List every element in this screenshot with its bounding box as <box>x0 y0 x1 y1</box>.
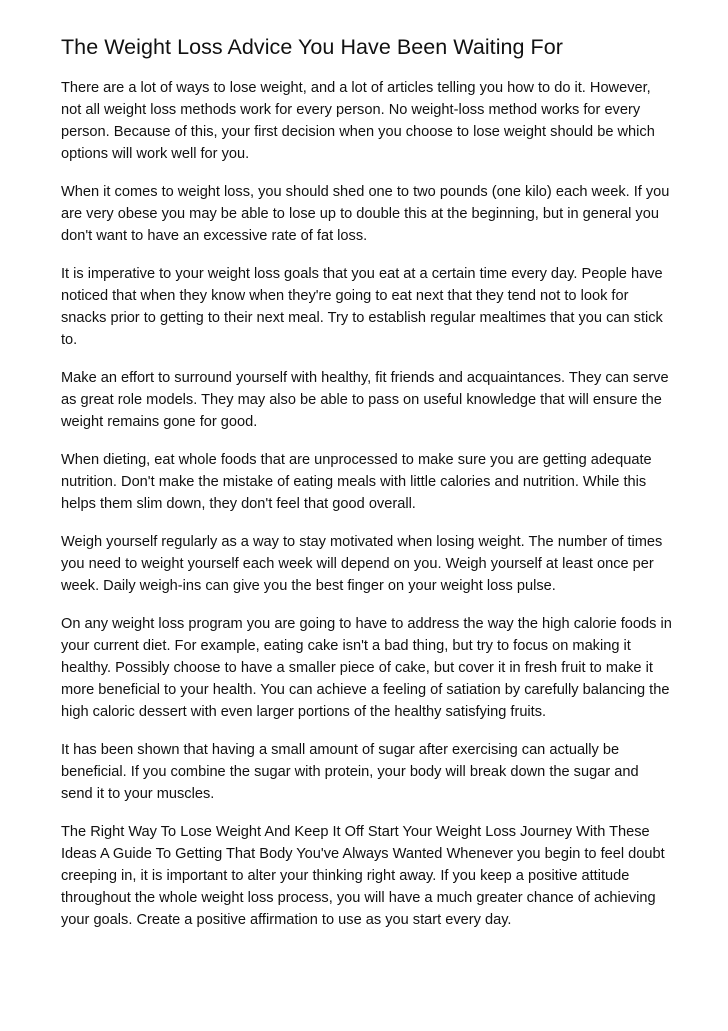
paragraph: It has been shown that having a small amount of sugar after exercising can actually be beneficial. If you combine the sugar with protein, your body will break down the sugar and send it to your muscles. <box>61 742 639 802</box>
paragraph: There are a lot of ways to lose weight, and a lot of articles telling you how to do it. However, not all weight loss methods work for every person. No weight-loss method works for every person. Because of this, your first decision when you choose to lose weight should be which options will work well for you. <box>61 80 655 162</box>
paragraph: Weigh yourself regularly as a way to stay motivated when losing weight. The number of times you need to weight yourself each week will depend on you. Weigh yourself at least once per week. Daily weigh-ins can give you the best finger on your weight loss pulse. <box>61 534 663 594</box>
paragraph: It is imperative to your weight loss goals that you eat at a certain time every day. People have noticed that when they know when they're going to eat next that they tend not to look for snacks prior to getting to their next meal. Try to establish regular mealtimes that you can stick to. <box>61 266 663 348</box>
paragraph: On any weight loss program you are going to have to address the way the high calorie foods in your current diet. For example, eating cake isn't a bad thing, but try to focus on making it healthy. Possibly choose to have a smaller piece of cake, but cover it in fresh fruit to make it more beneficial to your health. You can achieve a feeling of satiation by carefully balancing the high caloric dessert with even larger portions of the healthy satisfying fruits. <box>61 616 672 720</box>
document-title: The Weight Loss Advice You Have Been Waiting For <box>61 35 563 59</box>
paragraph: When it comes to weight loss, you should shed one to two pounds (one kilo) each week. If you are very obese you may be able to lose up to double this at the beginning, but in general you don't want to have an excessive rate of fat loss. <box>61 184 670 244</box>
paragraph: When dieting, eat whole foods that are unprocessed to make sure you are getting adequate nutrition. Don't make the mistake of eating meals with little calories and nutrition. While this helps them slim down, they don't feel that good overall. <box>61 452 652 512</box>
paragraph: The Right Way To Lose Weight And Keep It Off Start Your Weight Loss Journey With These Ideas A Guide To Getting That Body You've Always Wanted Whenever you begin to feel doubt creeping in, it is important to alter your thinking right away. If you keep a positive attitude throughout the whole weight loss process, you will have a much greater chance of achieving your goals. Create a positive affirmation to use as you start every day. <box>61 824 665 928</box>
paragraph: Make an effort to surround yourself with healthy, fit friends and acquaintances. They can serve as great role models. They may also be able to pass on useful knowledge that will ensure the weight remains gone for good. <box>61 370 669 430</box>
document-page <box>61 33 673 947</box>
